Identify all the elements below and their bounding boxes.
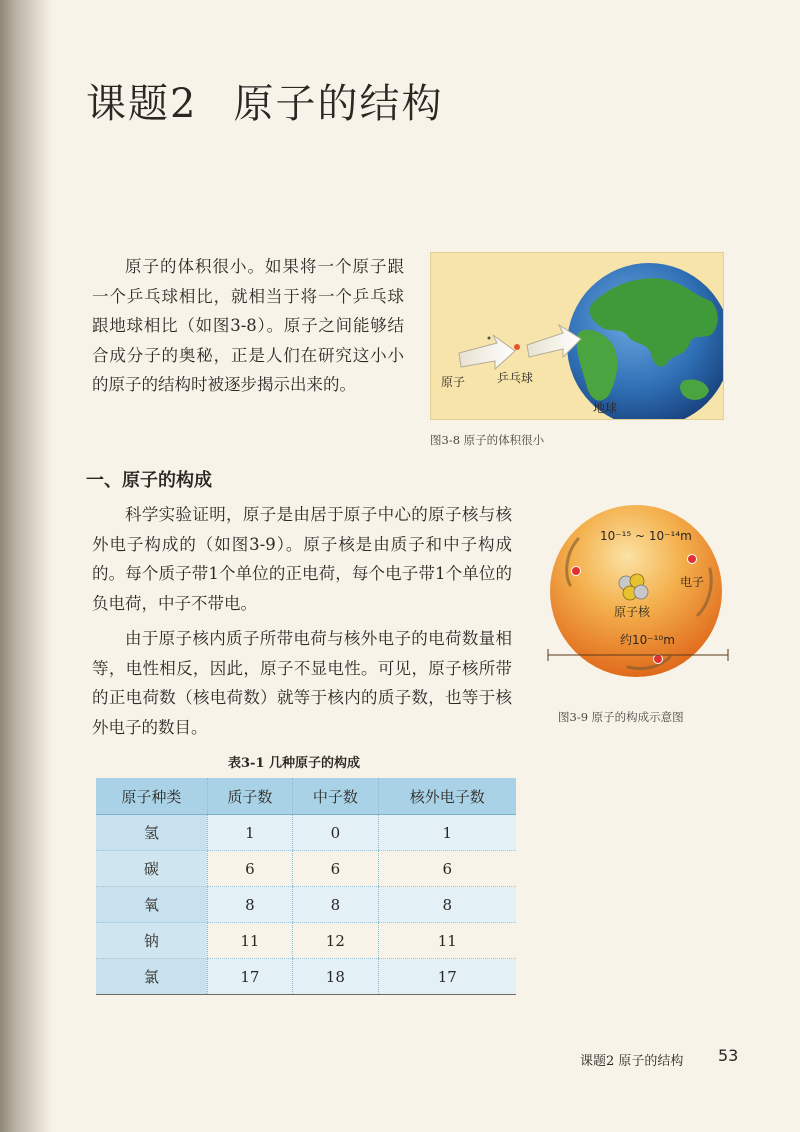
cell-element: 碳 [96, 851, 207, 887]
label-atom-size: 约10⁻¹⁰m [620, 633, 675, 647]
cell-electrons: 1 [378, 815, 516, 851]
electron-left [572, 567, 581, 576]
figure1-caption: 图3-8 原子的体积很小 [430, 433, 545, 447]
table-row [96, 851, 516, 887]
table-row [96, 923, 516, 959]
table-row [96, 815, 516, 851]
cell-element: 钠 [96, 923, 207, 959]
figure-atom-structure [540, 505, 740, 685]
label-atom: 原子 [441, 375, 466, 389]
page-number: 53 [718, 1046, 739, 1065]
table-title: 表3-1 几种原子的构成 [228, 756, 361, 771]
atom-composition-table [96, 778, 516, 995]
electron-right [688, 555, 697, 564]
intro-paragraph: 原子的体积很小。如果将一个原子跟一个乒乓球相比，就相当于将一个乒乓球跟地球相比（如图3-8）。原子之间能够结合成分子的奥秘，正是人们在研究这小小的原子的结构时被逐步揭示出来的。 [92, 257, 404, 394]
pingpong-ball [514, 344, 520, 350]
cell-electrons: 17 [378, 959, 516, 995]
cell-electrons: 6 [378, 851, 516, 887]
table-row [96, 959, 516, 995]
cell-electrons: 11 [378, 923, 516, 959]
cell-neutrons: 12 [293, 923, 378, 959]
label-nucleus-size: 10⁻¹⁵ ~ 10⁻¹⁴m [600, 529, 692, 543]
cell-protons: 1 [207, 815, 292, 851]
col-neutrons: 中子数 [293, 778, 378, 815]
figure-atom-size-drawing [431, 253, 723, 419]
figure2-caption: 图3-9 原子的构成示意图 [558, 710, 684, 724]
cell-protons: 8 [207, 887, 292, 923]
nucleus [619, 574, 648, 600]
cell-neutrons: 18 [293, 959, 378, 995]
col-atom-type: 原子种类 [96, 778, 207, 815]
book-spine-shadow [0, 0, 52, 1132]
cell-element: 氢 [96, 815, 207, 851]
cell-neutrons: 6 [293, 851, 378, 887]
cell-neutrons: 0 [293, 815, 378, 851]
cell-protons: 6 [207, 851, 292, 887]
label-earth: 地球 [593, 401, 618, 415]
section-paragraph-2: 由于原子核内质子所带电荷与核外电子的电荷数量相等，电性相反，因此，原子不显电性。可见，原子核所带的正电荷数（核电荷数）就等于核内的质子数，也等于核外电子的数目。 [92, 629, 512, 737]
label-electron: 电子 [680, 575, 705, 589]
cell-element: 氧 [96, 887, 207, 923]
cell-electrons: 8 [378, 887, 516, 923]
cell-protons: 17 [207, 959, 292, 995]
atom-dot [488, 337, 491, 340]
arrow-atom-to-ball [459, 335, 515, 369]
page-title: 课题2 原子的结构 [86, 81, 444, 127]
cell-neutrons: 8 [293, 887, 378, 923]
section-paragraph-1: 科学实验证明，原子是由居于原子中心的原子核与核外电子构成的（如图3-9）。原子核是由质子和中子构成的。每个质子带1个单位的正电荷，每个电子带1个单位的负电荷，中子不带电。 [92, 505, 512, 613]
table-header-row [96, 778, 516, 815]
section-heading: 一、原子的构成 [86, 470, 212, 491]
running-footer-title: 课题2 原子的结构 [580, 1054, 684, 1069]
figure-atom-size [430, 252, 724, 420]
cell-element: 氯 [96, 959, 207, 995]
electron-bottom [654, 655, 663, 664]
label-nucleus: 原子核 [614, 605, 651, 619]
col-electrons: 核外电子数 [378, 778, 516, 815]
col-protons: 质子数 [207, 778, 292, 815]
table-row [96, 887, 516, 923]
label-pingpong: 乒乓球 [497, 371, 534, 385]
cell-protons: 11 [207, 923, 292, 959]
